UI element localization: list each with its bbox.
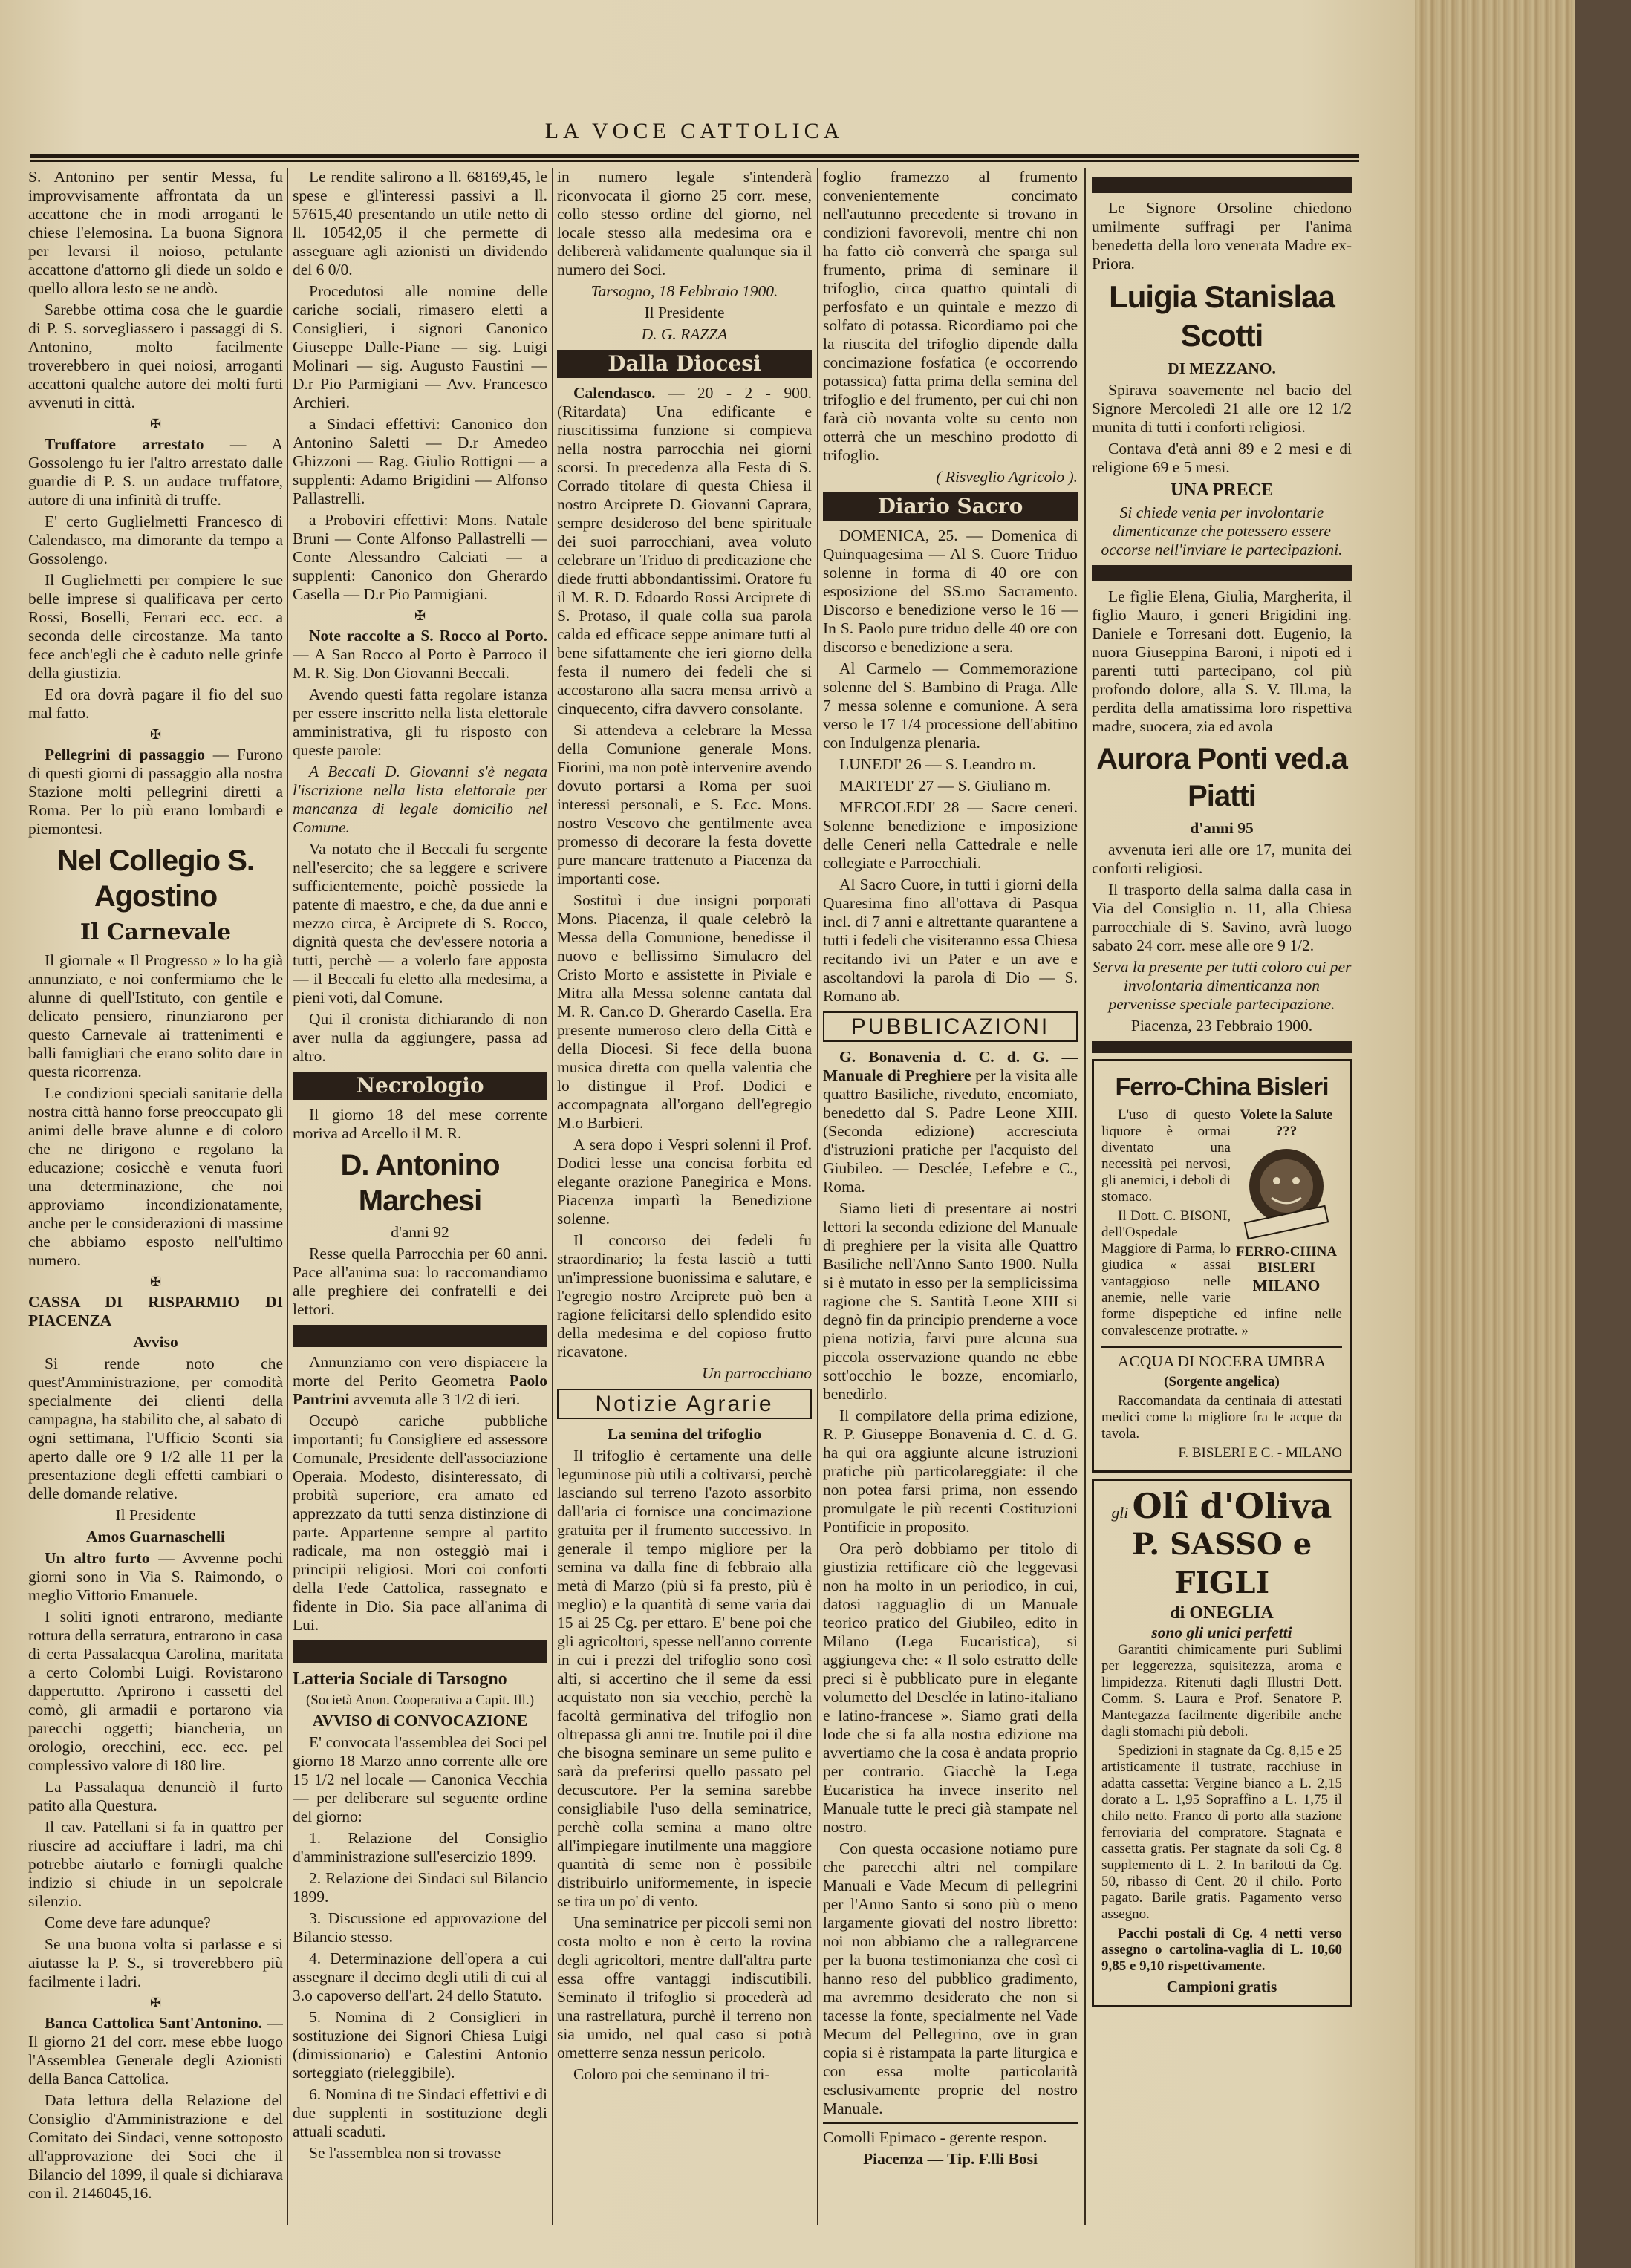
column-3 — [557, 168, 812, 2225]
ad-text: Raccomandata da centinaia di attestati medici come la migliore fra le acque da tavola. — [1101, 1393, 1342, 1441]
article-paragraph: Va notato che il Beccali fu sergente nell'esercito; che sa leggere e scrivere sufficientemente, poichè possiede la patente di maestro, e che, da due anni e mezzo circa, è Arciprete di S. Rocco, dignità questa che dev'essere notoria a tutti, perchè — a volerlo fare apposta — il Beccali fu eletto alla medesima, a pieni voti, dal Comune. — [293, 840, 547, 1006]
ad-text: Garantiti chimicamente puri Sublimi per leggerezza, squisitezza, aroma e limpidezza. Ritenuti dagli Illustri Dott. Comm. S. Laura e Prof. Senatore P. Mantegazza facilmente digeribile anche dagli stomachi più deboli. — [1101, 1642, 1342, 1739]
ad-text: Spedizioni in stagnate da Cg. 8,15 e 25 artisticamente il tustrate, racchiuse in adatta cassetta: Vergine bianco a L. 2,15 dorato a L. 1,95 Sopraffino a L. 1,75 il chilo netto. Franco di porto alla stazione ferroviaria del compratore. Stagnata e cassetta gratis. Per stagnate da soli Cg. 8 supplemento di L. 2. In barilotti da Cg. 50, ribasso di Cent. 20 il chilo. Porto pagato. Barile gratis. Pagamento verso assegno. — [1101, 1743, 1342, 1922]
article-paragraph: Si attendeva a celebrare la Messa della Comunione generale Mons. Fiorini, ma non potè intervenire avendo dovuto portarsi a Roma per suoi interessi personali, e S. Ecc. Mons. nostro Vescovo che gentilmente avea promesso di decorare la festa dovette pure mancare trattenuto a Piacenza da importanti cose. — [557, 721, 812, 887]
article-title: CASSA DI RISPARMIO DI PIACENZA — [28, 1293, 283, 1329]
article-paragraph: A Beccali D. Giovanni s'è negata l'iscrizione nella lista elettorale per mancanza di legale domicilio nel Comune. — [293, 763, 547, 836]
article-paragraph: Con questa occasione notiamo pure che parecchi altri nel compilare Manuali e Vade Mecum di pellegrini per l'Anno Santo si sono più o meno largamente giovati del nostro libretto: noi non abbiamo che a rallegrarcene per la buona testimonianza che così ci hanno reso del pubblico gradimento, ma avremmo desiderato che non si tacesse la fonte, specialmente nel Vade Mecum del Pellegrino, ove in gran copia si è ristampata la parte liturgica e con essa molte particolarità esclusivamente proprie del nostro Manuale. — [823, 1840, 1078, 2117]
ad-firm: F. BISLERI E C. - MILANO — [1178, 1445, 1342, 1461]
obituary-name: D. Antonino Marchesi — [340, 1149, 500, 1217]
article-paragraph: foglio framezzo al frumento convenientemente concimato nell'autunno precedente si trovano in condizioni favorevoli, mentre chi non ha fatto ciò converrà che sparga sul frumento, prima di seminare il trifoglio, circa quattro quintali di perfosfato e un quintale e mezzo di solfato di potassa. Ricordiamo poi che la riuscita del trifoglio dipende dalla concimazione fosfatica (e occorrendo potassica) fatta prima della semina del trifoglio e del frumento, per cui chi non farà ciò novanta volte su cento non otterrà che un meschino prodotto di trifoglio. — [823, 168, 1078, 464]
calendar-entry: LUNEDI' 26 — S. Leandro m. — [839, 755, 1036, 773]
ad-prefix: gli — [1111, 1504, 1129, 1522]
book-title: G. Bonavenia d. C. d. G. — Manuale di Preghiere — [823, 1048, 1078, 1084]
header-rule — [30, 154, 1359, 158]
agenda-item: 2. Relazione dei Sindaci sul Bilancio 1899. — [293, 1869, 547, 1906]
separator-ornament: ✠ — [149, 417, 162, 431]
article-paragraph: Si chiede venia per involontarie dimenticanze che potessero essere occorse nell'inviare le partecipazioni. — [1101, 504, 1343, 558]
section-divider-bar — [1092, 1041, 1352, 1053]
article-paragraph: Il concorso dei fedeli fu straordinario; la festa lasciò a tutti un'impressione buonissima e salutare, e l'egregio nostro Arciprete può ben a ragione felicitarsi dello splendido esito della medesima e del copioso frutto ricavatone. — [557, 1231, 812, 1361]
article-paragraph: — Furono di questi giorni di passaggio alla nostra Stazione molti pellegrini diretti a Roma. Per lo più erano lombardi e piemontesi. — [28, 746, 283, 838]
article-paragraph: a Proboviri effettivi: Mons. Natale Bruni — Conte Alfonso Pallastrelli — Conte Alessandro Calciati — a supplenti: Canonico don Gherardo Casella — D.r Pio Parmigiani. — [293, 511, 547, 603]
dateline: Tarsogno, 18 Febbraio 1900. — [590, 282, 778, 300]
ad-quote: Il Dott. C. BISONI, dell'Ospedale Maggiore di Parma, lo giudica « assai vantaggioso nelle anemie, nelle varie forme dispeptiche ed infine nelle convalescenze protratte. » — [1101, 1208, 1342, 1338]
obituary-place: DI MEZZANO. — [1168, 359, 1276, 377]
place-name: Calendasco. — [573, 384, 656, 402]
imprint-editor: Comolli Epimaco - gerente respon. — [823, 2128, 1047, 2146]
article-paragraph: Qui il cronista dichiarando di non aver nulla da aggiungere, passa ad altro. — [293, 1010, 547, 1065]
article-paragraph: Data lettura della Relazione del Consiglio d'Amministrazione e del Comitato dei Sindaci, venne sottoposto all'approvazione dei Soci che il Bilancio del 1899, il quale si dichiarava con il. 2146045,16. — [28, 2091, 283, 2202]
article-paragraph: Il trasporto della salma dalla casa in Via del Consiglio n. 11, alla Chiesa parrocchiale di S. Savino, avrà luogo sabato 24 corr. mese alle ore 9 1/2. — [1092, 881, 1352, 954]
separator-ornament: ✠ — [149, 1995, 162, 2010]
obituary-age: d'anni 95 — [1190, 819, 1254, 837]
article-paragraph: a Sindaci effettivi: Canonico don Antonino Saletti — D.r Amedeo Ghizzoni — Rag. Giulio Rottigni — a supplenti: Adamo Brigidini — Alfonso Pallastrelli. — [293, 415, 547, 507]
article-paragraph: Il trifoglio è certamente una delle leguminose più utili a coltivarsi, perchè lasciando sul terreno l'azoto assorbito dall'aria ci fornisce una concimazione gratuita per il frumento successivo. In generale il tempo migliore per la semina va dalla fine di febbraio alla metà di Marzo (più si fa presto, più è meglio) e la quantità di seme varia dai 15 ai 25 Cg. per ettaro. E' bene poi che gli agricoltori, spesse nell'anno corrente in cui i prezzi del trifoglio sono così alti, si accertino che il seme da essi acquistato non sia vecchio, perchè la facoltà germinativa del trifoglio non oltrepassa gli anni tre. Inutile poi il dire che bisogna seminare un seme pulito e sarà da preferirsi quello passato pel decuscutore. Per la semina sarebbe consigliabile l'uso della seminatrice, perchè colla semina a mano oltre all'impiegare inutilmente una maggiore quantità di seme non è possibile distribuirlo uniformemente, in ispecie se tira un po' di vento. — [557, 1447, 812, 1910]
article-paragraph: I soliti ignoti entrarono, mediante rottura della serratura, entrarono in casa di certa Passalacqua Carolina, maritata a certo Colombi Luigi. Rovistarono dappertutto. Aprirono i cassetti del comò, gli armadii e portarono via parecchi oggetti; biancheria, un orologio, orecchini, ecc. ecc. pel complessivo valore di 180 lire. — [28, 1608, 283, 1774]
article-paragraph: DOMENICA, 25. — Domenica di Quinquagesima — Al S. Cuore Triduo solenne in forma di 40 ore con esposizione del SS.mo Sacramento. Discorso e benedizione verso le 16 — In S. Paolo pure triduo delle 40 ore con discorso e benedizione a sera. — [823, 527, 1078, 656]
separator-ornament: ✠ — [149, 727, 162, 742]
article-paragraph: Ed ora dovrà pagare il fio del suo mal fatto. — [28, 685, 283, 722]
separator-ornament: ✠ — [149, 1274, 162, 1289]
column-2 — [293, 168, 547, 2225]
header-rule-thin — [30, 160, 1359, 162]
imprint-printer: Piacenza — Tip. F.lli Bosi — [863, 2150, 1038, 2168]
article-paragraph: Procedutosi alle nomine delle cariche sociali, rimasero eletti a Consiglieri, i signori Canonico Giuseppe Dalle-Piane — sig. Luigi Molinari — sig. Augusto Faustini — D.r Pio Parmigiani — Avv. Francesco Archieri. — [293, 282, 547, 411]
article-subheadline: La semina del trifoglio — [607, 1425, 762, 1443]
article-title: Truffatore arrestato — [45, 435, 204, 453]
ad-subtitle: ACQUA DI NOCERA UMBRA — [1117, 1352, 1326, 1370]
column-5 — [1092, 168, 1352, 2225]
article-paragraph: Se l'assemblea non si trovasse — [309, 2144, 501, 2162]
article-paragraph: Una seminatrice per piccoli semi non costa molto e non è certo la rovina degli agricoltori, mentre dall'altra parte essa offre vantaggi indiscutibili. Seminato il trifoglio si procederà ad una rastrellatura, purchè il terreno non sia umido, nel qual caso si potrà ometterre senza nessun pericolo. — [557, 1914, 812, 2062]
article-paragraph: Come deve fare adunque? — [45, 1914, 211, 1932]
article-paragraph: per la visita alle quattro Basiliche, riveduto, encomiato, benedetto dal S. Padre Leone XIII. (Seconda edizione) accresciuta d'istruzioni pratiche per l'acquisto del Giubileo. — Desclée, Lefebre e C., Roma. — [823, 1066, 1078, 1196]
article-paragraph: avvenuta ieri alle ore 17, munita dei conforti religiosi. — [1092, 841, 1352, 877]
article-paragraph: Le rendite salirono a ll. 68169,45, le spese e gl'interessi passivi a ll. 57615,40 presentando un utile netto di ll. 10542,05 il che permette di asseguare agli azionisti un dividendo del 6 0/0. — [293, 168, 547, 278]
ad-city: MILANO — [1252, 1277, 1321, 1294]
book-binding — [1575, 0, 1631, 2268]
signature-role: Il Presidente — [115, 1506, 196, 1524]
article-paragraph: Il Guglielmetti per compiere le sue belle imprese si qualificava per certo Rossi, Boselli, Ferrari ecc. ecc. a seconda delle circostanze. Ma tanto fece anch'egli che è caduto nelle grinfe della giustizia. — [28, 571, 283, 682]
section-divider-bar — [1092, 177, 1352, 193]
calendar-entry: MARTEDI' 27 — S. Giuliano m. — [839, 777, 1052, 795]
ad-slogan: Volete la Salute ??? — [1240, 1107, 1333, 1139]
article-paragraph: Le figlie Elena, Giulia, Margherita, il figlio Mauro, i generi Brigidini ing. Daniele e Torresani dott. Eugenio, la nuora Giuseppina Baroni, i nipoti ed i parenti tutti partecipano, col più profondo dolore, alla S. V. Ill.ma, la perdita della amatissima loro rispettiva madre, suocera, zia ed avola — [1092, 587, 1352, 735]
agenda-item: 3. Discussione ed approvazione del Bilancio stesso. — [293, 1909, 547, 1946]
article-paragraph: Annunziamo con vero dispiacere la morte del Perito Geometra — [293, 1353, 547, 1389]
ad-text: Pacchi postali di Cg. 4 netti verso assegno o cartolina-vaglia di L. 10,60 9,85 e 9,10 rispettivamente. — [1101, 1926, 1342, 1974]
ad-bottle-label: FERRO-CHINA BISLERI — [1235, 1244, 1338, 1276]
column-4 — [823, 168, 1078, 2225]
article-paragraph: Occupò cariche pubbliche importanti; fu Consigliere ed assessore Comunale, Presidente dell'associazione Operaia. Modesto, disinteressato, di probità superiore, era amato ed apprezzato da tutti senza distinzione di parte. Appartenne sempre al partito radicale, ma non osteggiò mai i principii religiosi. Mori coi conforti della Fede Cattolica, rassegnato e fidente in Dio. Sia pace all'anima di Lui. — [293, 1412, 547, 1634]
section-divider-bar — [1092, 565, 1352, 581]
signature-name: D. G. RAZZA — [641, 325, 728, 343]
section-divider-bar — [293, 1640, 547, 1663]
article-paragraph: Le Signore Orsoline chiedono umilmente suffragi per l'anima benedetta della loro venerata Madre ex-Priora. — [1092, 199, 1352, 273]
masthead-title: LA VOCE CATTOLICA — [544, 119, 844, 143]
article-paragraph: Sarebbe ottima cosa che le guardie di P. S. sorvegliassero i passaggi di S. Antonino, molto facilmente troverebbero in quei noiosi, arroganti accattoni qualche autore dei molti furti avvenuti in città. — [28, 301, 283, 411]
article-paragraph: avvenuta alle 3 1/2 di ieri. — [349, 1390, 521, 1408]
article-paragraph: — 20 - 2 - 900. (Ritardata) Una edificante e riuscitissima funzione si compieva nella nostra parrocchia nei giorni scorsi. In precedenza alla Festa di S. Corrado titolare di questa Chiesa il nostro Arciprete D. Giovanni Caprara, sempre desideroso del bene spirituale dei suoi parrocchiani, avea voluto celebrare un Triduo di predicazione che diede frutti abbondantissimi. Oratore fu il M. R. D. Edoardo Rossi Arciprete di S. Protaso, il quale colla sua parola calda ed efficace seppe animare tutti al bene sifattamente che ieri giorno della festa il numero dei fedeli che si accostarono alla sacra mensa arrivò a cinquecento, cifra davvero consolante. — [557, 384, 812, 717]
ad-rule — [1101, 1346, 1342, 1348]
section-divider-bar — [293, 1325, 547, 1347]
article-paragraph: Serva la presente per tutti coloro cui per involontaria dimenticanza non pervenisse speciale partecipazione. — [1092, 958, 1352, 1013]
article-paragraph: Avendo questi fatta regolare istanza per essere inscritto nella lista elettorale amministrativa, gli fu risposto con queste parole: — [293, 685, 547, 759]
article-paragraph: E' certo Guglielmetti Francesco di Calendasco, ma dimorante da tempo a Gossolengo. — [28, 512, 283, 567]
article-signature: Un parrocchiano — [702, 1364, 812, 1382]
article-title: Banca Cattolica Sant'Antonino. — [45, 2014, 263, 2032]
section-box-heading: Notizie Agrarie — [557, 1389, 812, 1419]
article-source: ( Risveglio Agricolo ). — [936, 468, 1078, 486]
footer-rule — [823, 2122, 1078, 2124]
article-paragraph: Sostituì i due insigni porporati Mons. Piacenza, il quale celebrò la Messa della Comunione, benedisse il nuovo e bellissimo Simulacro del Cristo Morto e assistette in Piviale e Mitra alla Messa solenne cantata dal M. R. Can.co D. Gherardo Casella. Era presente numeroso clero della Città e della Diocesi. Si fece della buona musica diretta con quella valentia che lo distingue il Prof. Dodici e accompagnata all'organo dell'egregio M.o Barbieri. — [557, 891, 812, 1132]
article-paragraph: Il giornale « Il Progresso » lo ha già annunziato, e noi confermiamo che le alunne di quell'Istituto, con gentile e delicato pensiero, rinunziarono per questo Carnevale ai trattenimenti e balli famigliari che erano solito dare in questa ricorrenza. — [28, 951, 283, 1081]
agenda-item: 5. Nomina di 2 Consiglieri in sostituzione dei Signori Chiesa Luigi (dimissionario) e Calestini Antonio sorteggiato (rieleggibile). — [293, 2008, 547, 2082]
separator-ornament: ✠ — [414, 608, 426, 623]
column-divider — [1084, 168, 1086, 2225]
agenda-item: 4. Determinazione dell'opera a cui assegnare il decimo degli utili di cui al 3.o capoverso dell'art. 24 dello Statuto. — [293, 1949, 547, 2004]
ad-firm: P. SASSO e FIGLI — [1131, 1527, 1312, 1600]
article-paragraph: Al Carmelo — Commemorazione solenne del S. Bambino di Praga. Alle 7 messa solenne e comunione. A sera verso le 17 1/4 processione dell'abitino con Indulgenza plenaria. — [823, 659, 1078, 752]
ad-city: di ONEGLIA — [1170, 1603, 1274, 1623]
article-paragraph: Al Sacro Cuore, in tutti i giorni della Quaresima fino all'ottava di Pasqua incl. di 7 anni e altrettante quarantene a tutti i fedeli che visiteranno essa Chiesa recitando ivi un Pater e un ave e ascoltandovi la parola di Dio — S. Romano ab. — [823, 876, 1078, 1005]
bottle-face-illustration — [1231, 1140, 1342, 1244]
notice-heading: AVVISO di CONVOCAZIONE — [312, 1712, 528, 1730]
article-paragraph: — Avvenne pochi giorni sono in Via S. Raimondo, o meglio Vittorio Emanuele. — [28, 1549, 283, 1604]
article-paragraph: Siamo lieti di presentare ai nostri lettori la seconda edizione del Manuale di preghiere per la visita alle Quattro Basiliche nell'Anno Santo 1900. Nulla si è mutato in esso per la semplicissima ragione che S. Santità Leone XIII si degnò fin da principio prenderne a voce piena notizia, farvi pure alcuna sua piccola osservazione quando ne ebbe sott'occhio le bozze, encomiarlo, benedirlo. — [823, 1199, 1078, 1403]
advertisement-ferro-china — [1092, 1059, 1352, 1473]
article-paragraph: Se una buona volta si parlasse e si aiutasse la P. S., si troverebbero più facilmente i ladri. — [28, 1935, 283, 1990]
article-title: Note raccolte a S. Rocco al Porto. — [309, 627, 547, 645]
article-paragraph: Coloro poi che seminano il tri- — [573, 2065, 770, 2083]
notice-title: Latteria Sociale di Tarsogno — [293, 1669, 507, 1689]
article-headline: Nel Collegio S. Agostino — [56, 844, 255, 913]
article-paragraph: — A Gossolengo fu ier l'altro arrestato dalle guardie di P. S. un audace truffatore, autore di una infinità di truffe. — [28, 435, 283, 509]
article-paragraph: Contava d'età anni 89 e 2 mesi e di religione 69 e 5 mesi. — [1092, 440, 1352, 476]
article-paragraph: S. Antonino per sentir Messa, fu improvvisamente affrontata da un accattone che in modi arroganti le chiese l'elemosina. La buona Signora per levarsi il noioso, petulante accattone d'attorno gli diede un soldo e quello allora lesto se ne andò. — [28, 168, 283, 297]
section-banner: Necrologio — [293, 1072, 547, 1100]
calendar-entry: MERCOLEDI' 28 — Sacre ceneri. Solenne benedizione e imposizione delle Ceneri nella Cattedrale e nelle collegiate e Parrocchiali. — [823, 798, 1078, 872]
signature-name: Amos Guarnaschelli — [86, 1528, 225, 1545]
article-title: Un altro furto — [45, 1549, 150, 1567]
agenda-item: 6. Nomina di tre Sindaci effettivi e di due supplenti in sostituzione degli attuali scaduti. — [293, 2085, 547, 2140]
dateline: Piacenza, 23 Febbraio 1900. — [1130, 1017, 1313, 1034]
agenda-item: 1. Relazione del Consiglio d'amministrazione sull'esercizio 1899. — [293, 1829, 547, 1865]
ad-text: L'uso di questo liquore è ormai diventato una necessità pei nervosi, gli anemici, i deboli di stomaco. — [1101, 1107, 1231, 1205]
prayer-heading: UNA PRECE — [1170, 480, 1273, 500]
article-title: Pellegrini di passaggio — [45, 746, 206, 763]
article-paragraph: — A San Rocco al Porto è Parroco il M. R. Sig. Don Giovanni Beccali. — [293, 645, 547, 682]
column-divider — [287, 168, 288, 2225]
article-paragraph: in numero legale s'intenderà riconvocata il giorno 25 corr. mese, collo stesso ordine del giorno, nel locale stesso alla medesima ora e delibererà validamente qualunque sia il numero dei Soci. — [557, 168, 812, 278]
article-paragraph: Il compilatore della prima edizione, R. P. Giuseppe Bonavenia d. C. d. G. ha qui ora aggiunte alcune istruzioni pratiche più particolareggiate: il che non potea farsi prima, non essendo promulgate le più recenti Costituzioni Pontificie in proposito. — [823, 1407, 1078, 1536]
article-paragraph: Si rende noto che quest'Amministrazione, per comodità specialmente dei clienti della campagna, ha stabilito che, al sabato di ogni settimana, l'Ufficio Sconti sia aperto dalle ore 9 1/2 alle 11 per la presentazione degli effetti cambiari o delle domande relative. — [28, 1355, 283, 1502]
article-paragraph: A sera dopo i Vespri solenni il Prof. Dodici lesse una concisa forbita ed elegante orazione Panegirica e Mons. Piacenza impartì la Benedizione solenne. — [557, 1135, 812, 1228]
ad-samples: Campioni gratis — [1166, 1978, 1277, 1995]
ad-title: Olî d'Oliva — [1132, 1486, 1332, 1526]
ad-slogan: sono gli unici perfetti — [1151, 1623, 1292, 1641]
column-divider — [817, 168, 818, 2225]
article-paragraph: Le condizioni speciali sanitarie della nostra città hanno forse preoccupato gli animi delle brave alunne e di coloro che ne dirigono e regolano la educazione; cosicchè e venuta fuori una determinazione, che noi approviamo incondizionatamente, anche per le considerazioni di massime che abbiamo esposto nell'ultimo numero. — [28, 1084, 283, 1269]
article-subheadline: Il Carnevale — [79, 919, 232, 945]
column-1 — [28, 168, 283, 2225]
section-banner: Diario Sacro — [823, 492, 1078, 521]
article-paragraph: Resse quella Parrocchia per 60 anni. Pace all'anima sua: lo raccomandiamo alle preghiere dei confratelli e dei lettori. — [293, 1245, 547, 1318]
article-paragraph: La Passalaqua denunciò il furto patito alla Questura. — [28, 1778, 283, 1814]
obituary-name: Paolo Pantrini — [293, 1372, 547, 1408]
article-paragraph: Il cav. Patellani si fa in quattro per riuscire ad acciuffare i ladri, ma chi potrebbe aiutarlo e fornirgli qualche indizio si chiude in un sepolcrale silenzio. — [28, 1818, 283, 1910]
section-banner: Dalla Diocesi — [557, 350, 812, 378]
ad-title: Ferro-China Bisleri — [1115, 1073, 1329, 1101]
article-paragraph: — Il giorno 21 del corr. mese ebbe luogo l'Assemblea Generale degli Azionisti della Banca Cattolica. — [28, 2014, 283, 2088]
section-box-heading: PUBBLICAZIONI — [823, 1011, 1078, 1042]
ad-subtitle: (Sorgente angelica) — [1164, 1374, 1280, 1389]
notice-subtitle: (Società Anon. Cooperativa a Capit. Ill.) — [305, 1692, 535, 1708]
column-divider — [552, 168, 553, 2225]
advertisement-olive-oil — [1092, 1479, 1352, 2007]
obituary-age: d'anni 92 — [391, 1223, 449, 1241]
obituary-name: Luigia Stanislaa Scotti — [1109, 279, 1335, 353]
article-paragraph: Spirava soavemente nel bacio del Signore Mercoledì 21 alle ore 12 1/2 munita di tutti i conforti religiosi. — [1092, 381, 1352, 436]
article-subheadline: Avviso — [133, 1333, 178, 1351]
signature-role: Il Presidente — [644, 304, 725, 322]
obituary-name: Aurora Ponti ved.a Piatti — [1096, 743, 1347, 812]
article-paragraph: E' convocata l'assemblea dei Soci pel giorno 18 Marzo anno corrente alle ore 15 1/2 nel locale — Canonica Vecchia — per deliberare sul seguente ordine del giorno: — [293, 1733, 547, 1825]
article-paragraph: Ora però dobbiamo per titolo di giustizia rettificare ciò che leggevasi non ha molto in un periodico, in cui, datosi ragguaglio di un Manuale teorico pratico del Giubileo, edito in Milano (Lega Eucaristica), si aggiungeva che: « Il solo estratto delle preci si è pubblicato pure in elegante volumetto del Desclée in latino-italiano e latino-francese ». Siamo grati della lode che si fa alla nostra edizione ma avvertiamo che la cosa è andata proprio per contrario. Giacchè la Lega Eucaristica ha invece inserito nel Manuale tutte le preci già stampate nel nostro. — [823, 1539, 1078, 1836]
article-paragraph: Il giorno 18 del mese corrente moriva ad Arcello il M. R. — [293, 1106, 547, 1142]
